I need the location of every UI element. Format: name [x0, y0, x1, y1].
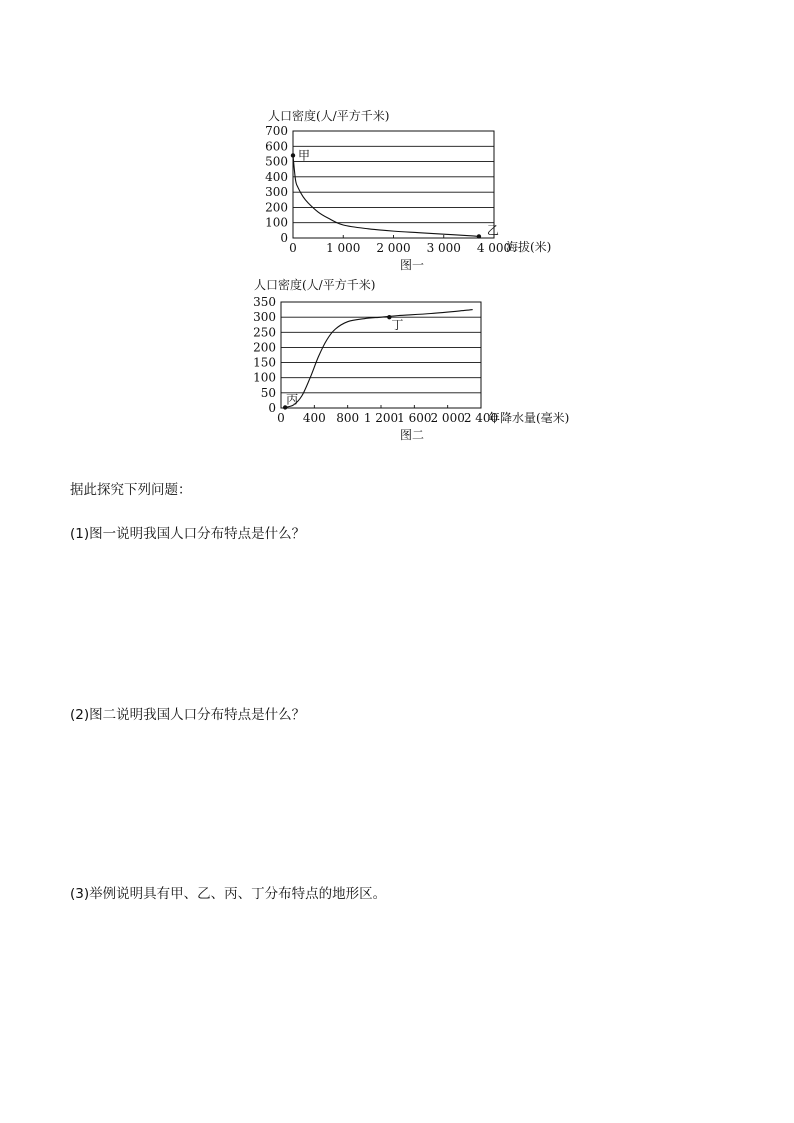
- chart-1-ytick-label: 200: [265, 200, 288, 215]
- chart-2-ytick-label: 250: [253, 325, 276, 340]
- chart-1-ylabel: 人口密度(人/平方千米): [268, 109, 390, 123]
- chart-1-xtick-label: 3 000: [426, 241, 461, 255]
- chart-1-xtick-label: 1 000: [326, 241, 361, 255]
- chart-2: [253, 277, 569, 442]
- question-2: (2)图二说明我国人口分布特点是什么？: [70, 707, 306, 723]
- chart-2-ytick-label: 50: [260, 385, 276, 400]
- chart-2-xtick-label: 2 000: [430, 411, 465, 425]
- question-1: (1)图一说明我国人口分布特点是什么？: [70, 526, 306, 542]
- chart-2-xtick-label: 1 200: [363, 411, 399, 425]
- chart-2-caption: 图二: [400, 428, 425, 442]
- figures: [0, 0, 794, 460]
- chart-1-series-line: [293, 155, 479, 236]
- chart-2-ytick-label: 300: [253, 310, 276, 325]
- chart-2-ytick-label: 100: [253, 370, 276, 385]
- chart-2-xtick-label: 800: [336, 411, 360, 425]
- chart-2-xtick-label: 2 400: [463, 411, 499, 425]
- chart-1-xtick-label: 4 000: [476, 241, 512, 255]
- chart-1-ytick-label: 700: [265, 124, 288, 138]
- chart-2-ylabel: 人口密度(人/平方千米): [254, 278, 376, 292]
- question-3: (3)举例说明具有甲、乙、丙、丁分布特点的地形区。: [70, 886, 387, 902]
- chart-1-frame: [293, 131, 494, 238]
- chart-2-ytick-label: 150: [253, 355, 276, 370]
- chart-1-point-1: [291, 153, 295, 157]
- chart-1-point-2: [477, 234, 481, 238]
- chart-2-xtick-label: 400: [302, 411, 326, 425]
- chart-1-xlabel: 海拔(米): [506, 240, 552, 254]
- chart-1-point-label: 乙: [486, 223, 499, 238]
- intro-text: 据此探究下列问题：: [70, 482, 192, 498]
- chart-1-ytick-label: 500: [265, 154, 288, 169]
- chart-1-ytick-label: 600: [265, 139, 288, 154]
- chart-1-ytick-label: 100: [265, 215, 288, 230]
- chart-1-ytick-label: 400: [265, 169, 288, 184]
- chart-2-point-label: 丙: [286, 392, 299, 407]
- chart-1-point-label: 甲: [298, 148, 311, 163]
- chart-2-xtick-label: 0: [277, 411, 285, 425]
- chart-2-ytick-label: 350: [253, 295, 276, 309]
- chart-1-ytick-label: 300: [265, 185, 288, 200]
- chart-1-caption: 图一: [400, 258, 425, 272]
- chart-2-frame: [281, 302, 481, 408]
- chart-1: [265, 108, 551, 272]
- chart-2-xtick-label: 1 600: [397, 411, 432, 425]
- chart-2-ytick-label: 0: [268, 401, 276, 415]
- chart-2-ytick-label: 200: [253, 340, 276, 355]
- chart-1-xtick-label: 0: [289, 241, 297, 255]
- chart-2-xlabel: 年降水量(毫米): [488, 411, 570, 425]
- chart-1-xtick-label: 2 000: [376, 241, 411, 255]
- chart-2-point-label: 丁: [391, 318, 404, 333]
- chart-1-ytick-label: 0: [280, 231, 288, 245]
